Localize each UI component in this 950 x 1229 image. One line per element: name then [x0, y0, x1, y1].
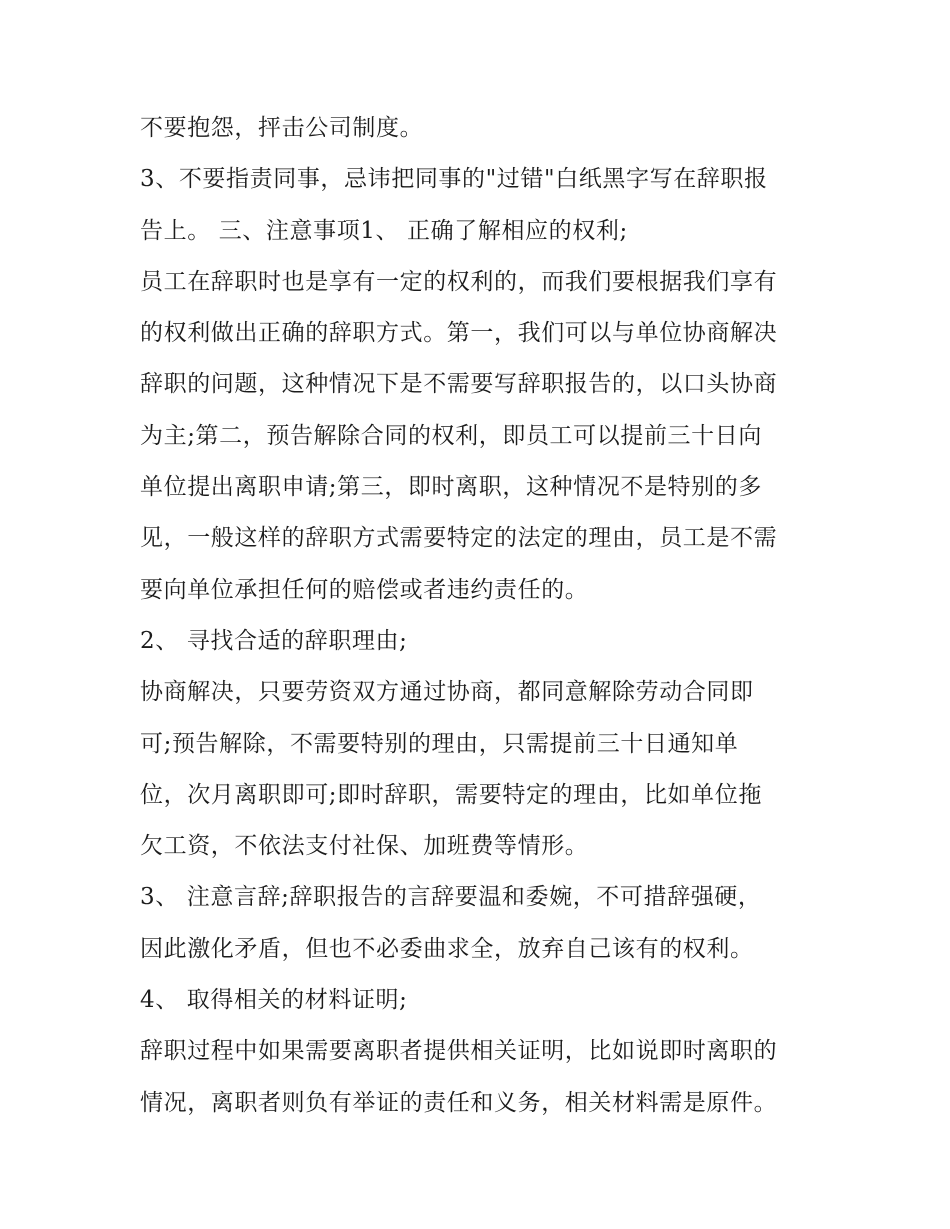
text-line: 要向单位承担任何的赔偿或者违约责任的。	[140, 576, 589, 603]
text-line: 情况，离职者则负有举证的责任和义务，相关材料需是原件。	[140, 1089, 778, 1116]
text-line: 位，次月离职即可;即时辞职，需要特定的理由，比如单位拖	[140, 781, 762, 808]
section-heading: 3、 注意言辞;辞职报告的言辞要温和委婉，不可措辞强硬，	[140, 884, 762, 911]
text-line: 协商解决，只要劳资双方通过协商，都同意解除劳动合同即	[140, 679, 754, 706]
section-heading: 2、 寻找合适的辞职理由;	[140, 627, 408, 654]
text-line: 辞职的问题，这种情况下是不需要写辞职报告的，以口头协商	[140, 371, 778, 398]
text-line: 见，一般这样的辞职方式需要特定的法定的理由，员工是不需	[140, 525, 778, 552]
document-body	[140, 103, 830, 1129]
text-line: 告上。 三、注意事项1、 正确了解相应的权利;	[140, 217, 628, 244]
section-heading: 4、 取得相关的材料证明;	[140, 987, 408, 1014]
text-line: 3、不要指责同事，忌讳把同事的"过错"白纸黑字写在辞职报	[140, 166, 768, 193]
text-line: 欠工资，不依法支付社保、加班费等情形。	[140, 833, 589, 860]
text-line: 员工在辞职时也是享有一定的权利的，而我们要根据我们享有	[140, 268, 778, 295]
text-line: 不要抱怨，抨击公司制度。	[140, 115, 424, 141]
text-line: 因此激化矛盾，但也不必委曲求全，放弃自己该有的权利。	[140, 935, 754, 962]
text-line: 可;预告解除，不需要特别的理由，只需提前三十日通知单	[140, 730, 739, 757]
text-line: 单位提出离职申请;第三，即时离职，这种情况不是特别的多	[140, 474, 762, 501]
text-line: 的权利做出正确的辞职方式。第一，我们可以与单位协商解决	[140, 320, 778, 347]
text-line: 辞职过程中如果需要离职者提供相关证明，比如说即时离职的	[140, 1038, 778, 1065]
text-line: 为主;第二，预告解除合同的权利，即员工可以提前三十日向	[140, 422, 762, 449]
